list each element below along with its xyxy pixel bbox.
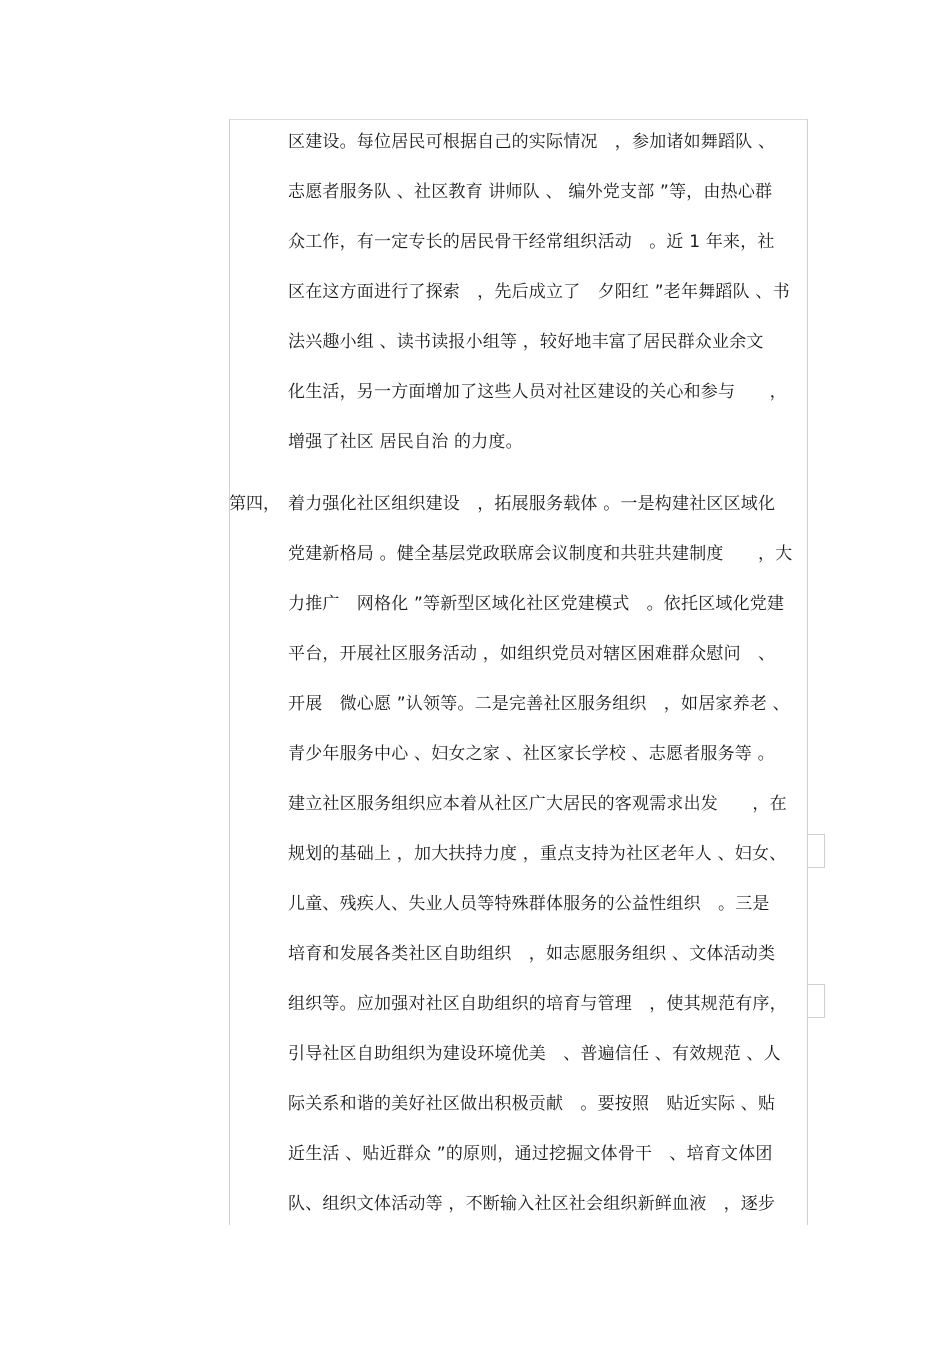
text-line: 培育和发展各类社区自助组织 ，如志愿服务组织 、文体活动类 [288,944,776,964]
text-line: 增强了社区 居民自治 的力度。 [288,432,523,452]
text-line: 志愿者服务队 、社区教育 讲师队 、 编外党支部 ”等，由热心群 [288,182,773,202]
text-line: 队、组织文体活动等 ，不断输入社区社会组织新鲜血液 ，逐步 [288,1194,776,1214]
text-line: 儿童、残疾人、失业人员等特殊群体服务的公益性组织 。三是 [288,894,770,914]
text-line: 际关系和谐的美好社区做出积极贡献 。要按照 贴近实际 、贴 [288,1094,776,1114]
text-line: 组织等。应加强对社区自助组织的培育与管理 ，使其规范有序， [288,994,787,1014]
frame-notch [807,984,825,1018]
text-line: 规划的基础上 ，加大扶持力度 ，重点支持为社区老年人 、妇女、 [288,844,787,864]
text-line: 着力强化社区组织建设 ，拓展服务载体 。一是构建社区区域化 [288,494,776,514]
text-line: 青少年服务中心 、妇女之家 、社区家长学校 、志愿者服务等 。 [288,744,775,764]
section-label: 第四， [229,494,280,514]
frame-left-border [229,119,230,1225]
text-line: 平台，开展社区服务活动 ，如组织党员对辖区困难群众慰问 、 [288,644,776,664]
frame-notch [807,834,825,868]
text-line: 区建设。每位居民可根据自己的实际情况 ，参加诸如舞蹈队 、 [288,132,776,152]
text-line: 法兴趣小组 、读书读报小组等 ，较好地丰富了居民群众业余文 [288,332,764,352]
frame-top-border [229,119,807,120]
text-line: 区在这方面进行了探索 ，先后成立了 夕阳红 ”老年舞蹈队 、书 [288,282,790,302]
text-line: 建立社区服务组织应本着从社区广大居民的客观需求出发 ，在 [288,794,787,814]
text-line: 众工作，有一定专长的居民骨干经常组织活动 。近 1 年来，社 [288,232,775,252]
text-line: 近生活 、贴近群众 ”的原则，通过挖掘文体骨干 、培育文体团 [288,1144,773,1164]
text-line: 党建新格局 。健全基层党政联席会议制度和共驻共建制度 ，大 [288,544,793,564]
text-line: 开展 微心愿 ”认领等。二是完善社区服务组织 ，如居家养老 、 [288,694,790,714]
text-line: 化生活，另一方面增加了这些人员对社区建设的关心和参与 ， [288,382,787,402]
text-line: 力推广 网格化 ”等新型区域化社区党建模式 。依托区域化党建 [288,594,785,614]
text-line: 引导社区自助组织为建设环境优美 、普遍信任 、有效规范 、人 [288,1044,781,1064]
